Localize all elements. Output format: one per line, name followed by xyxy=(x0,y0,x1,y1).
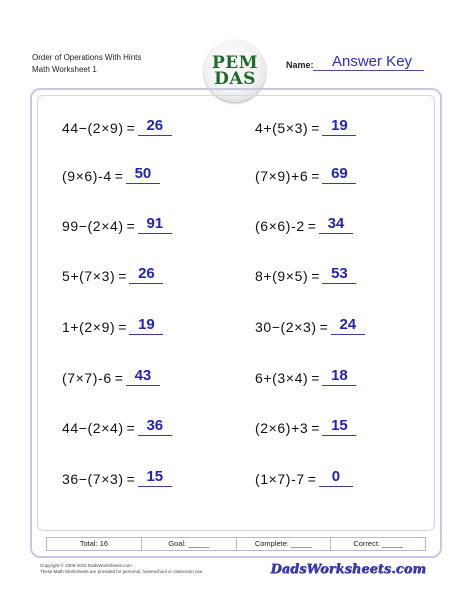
goal-field: Goal: _____ xyxy=(142,538,237,550)
problem-expression: (2×6)+3 xyxy=(255,420,309,436)
problem-answer: 26 xyxy=(138,117,172,136)
equals-sign: = xyxy=(311,120,320,136)
title-line-1: Order of Operations With Hints xyxy=(32,53,142,62)
problem-right-5 xyxy=(255,311,365,335)
problem-expression: 99−(2×4) xyxy=(62,218,124,234)
problem-answer: 43 xyxy=(126,367,160,386)
problem-left-7 xyxy=(62,412,172,436)
problem-expression: 1+(2×9) xyxy=(62,319,116,335)
title-line-2: Math Worksheet 1 xyxy=(32,65,97,74)
problem-right-2 xyxy=(255,160,356,184)
equals-sign: = xyxy=(114,168,123,184)
name-underline xyxy=(313,70,424,71)
problem-expression: (7×7)-6 xyxy=(62,370,112,386)
problem-answer: 19 xyxy=(322,117,356,136)
problem-right-6 xyxy=(255,362,356,386)
problem-expression: (9×6)-4 xyxy=(62,168,112,184)
equals-sign: = xyxy=(311,168,320,184)
worksheet-title xyxy=(32,52,141,76)
equals-sign: = xyxy=(307,218,316,234)
problem-expression: 4+(5×3) xyxy=(255,120,309,136)
problem-answer: 18 xyxy=(322,367,356,386)
problem-answer: 26 xyxy=(129,265,163,284)
problem-right-7 xyxy=(255,412,356,436)
problem-left-1 xyxy=(62,112,172,136)
problem-answer: 34 xyxy=(319,215,353,234)
equals-sign: = xyxy=(126,218,135,234)
problem-answer: 50 xyxy=(126,165,160,184)
problem-expression: 5+(7×3) xyxy=(62,268,116,284)
problem-answer: 53 xyxy=(322,265,356,284)
problem-right-4 xyxy=(255,260,356,284)
problem-right-8 xyxy=(255,463,353,487)
logo-line-1: PEM xyxy=(211,53,259,73)
equals-sign: = xyxy=(311,420,320,436)
problem-expression: 44−(2×4) xyxy=(62,420,124,436)
equals-sign: = xyxy=(319,319,328,335)
problem-answer: 15 xyxy=(322,417,356,436)
problem-answer: 69 xyxy=(322,165,356,184)
problem-expression: 6+(3×4) xyxy=(255,370,309,386)
equals-sign: = xyxy=(114,370,123,386)
problem-expression: 8+(9×5) xyxy=(255,268,309,284)
problem-answer: 91 xyxy=(138,215,172,234)
problem-left-4 xyxy=(62,260,163,284)
problem-answer: 24 xyxy=(331,316,365,335)
logo-line-2: DAS xyxy=(214,69,256,89)
name-label: Name: xyxy=(286,60,314,70)
usage-notice: These Math Worksheets are provided for personal, homeschool or classroom use. xyxy=(40,569,204,574)
copyright-text: Copyright © 2008-2016 DadsWorksheets.com xyxy=(40,563,132,568)
problem-left-5 xyxy=(62,311,163,335)
problem-left-6 xyxy=(62,362,160,386)
problem-right-1 xyxy=(255,112,356,136)
problem-answer: 15 xyxy=(138,468,172,487)
problem-expression: 36−(7×3) xyxy=(62,471,124,487)
problem-left-2 xyxy=(62,160,160,184)
problem-left-8 xyxy=(62,463,172,487)
equals-sign: = xyxy=(311,370,320,386)
equals-sign: = xyxy=(126,120,135,136)
equals-sign: = xyxy=(118,268,127,284)
name-field xyxy=(286,50,424,72)
equals-sign: = xyxy=(118,319,127,335)
problem-left-3 xyxy=(62,210,172,234)
problem-expression: 44−(2×9) xyxy=(62,120,124,136)
correct-field: Correct: _____ xyxy=(353,539,403,548)
problem-answer: 19 xyxy=(129,316,163,335)
problem-expression: 30−(2×3) xyxy=(255,319,317,335)
footer-notice xyxy=(40,563,204,575)
problem-answer: 0 xyxy=(319,468,353,487)
brand-logo: DadsWorksheets.com xyxy=(270,562,426,577)
equals-sign: = xyxy=(311,268,320,284)
problem-right-3 xyxy=(255,210,353,234)
problem-expression: (6×6)-2 xyxy=(255,218,305,234)
equals-sign: = xyxy=(307,471,316,487)
problem-expression: (1×7)-7 xyxy=(255,471,305,487)
complete-field: Complete: _____ xyxy=(237,538,332,550)
problem-answer: 36 xyxy=(138,417,172,436)
answer-key-label: Answer Key xyxy=(332,53,413,70)
problem-expression: (7×9)+6 xyxy=(255,168,309,184)
equals-sign: = xyxy=(126,420,135,436)
totals-bar xyxy=(46,537,426,551)
total-count: Total: 16 xyxy=(47,538,142,550)
equals-sign: = xyxy=(126,471,135,487)
